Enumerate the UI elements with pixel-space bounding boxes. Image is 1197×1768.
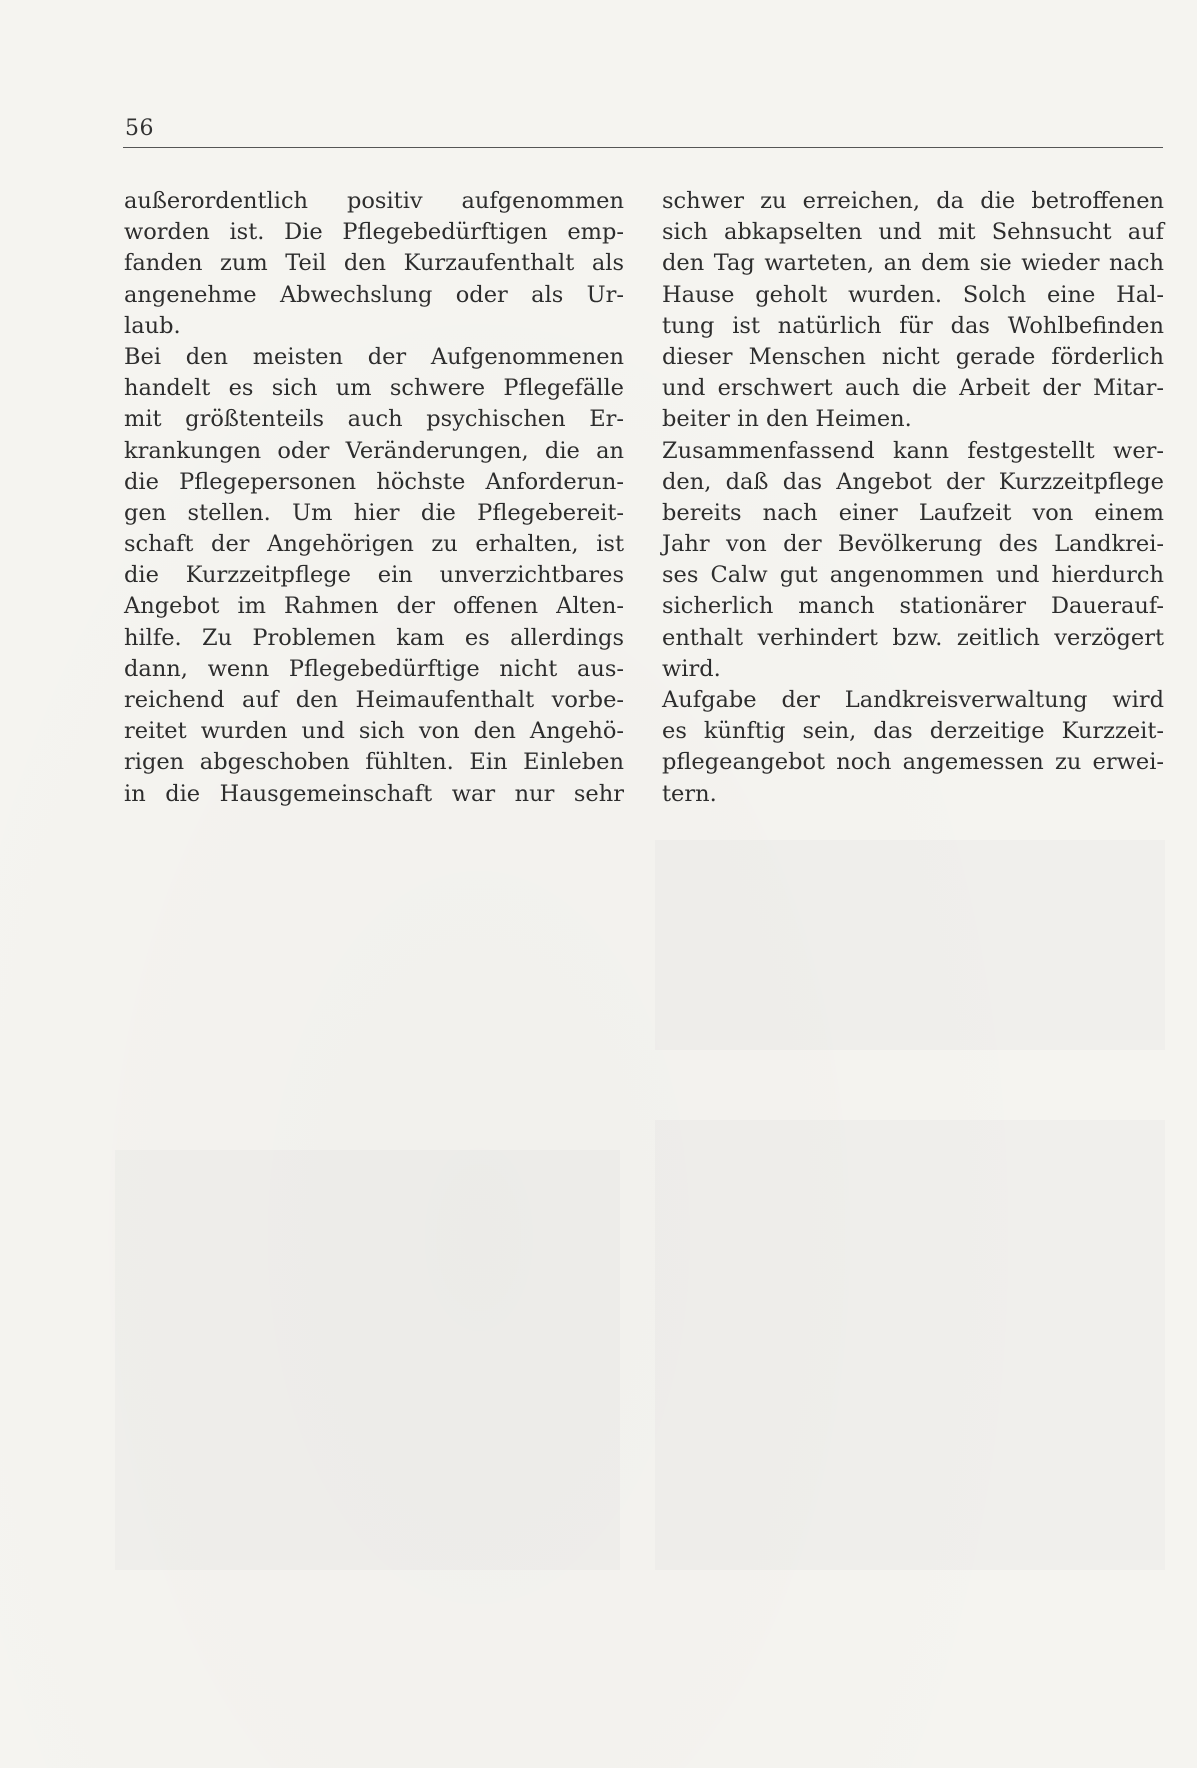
text-line: beiter in den Heimen. [662, 406, 912, 433]
text-line: pflegeangebot noch angemessen zu erwei- [662, 749, 1164, 776]
text-line: außerordentlich positiv aufgenommen [124, 188, 624, 214]
text-line: die Kurzzeitpflege ein unverzichtbares [124, 562, 624, 589]
text-line: die Pflegepersonen höchste Anforderun- [124, 468, 624, 495]
page-number: 56 [125, 116, 154, 141]
text-line: wird. [662, 655, 721, 682]
right-column [662, 186, 1164, 810]
text-line: rigen abgeschoben fühlten. Ein Einleben [124, 749, 624, 776]
text-line: bereits nach einer Laufzeit von einem [662, 499, 1164, 526]
text-line: den Tag warteten, an dem sie wieder nach [662, 250, 1164, 277]
text-line: Hause geholt wurden. Solch eine Hal- [662, 281, 1164, 308]
text-line: Angebot im Rahmen der offenen Alten- [124, 593, 624, 620]
text-line: angenehme Abwechslung oder als Ur- [124, 281, 624, 308]
text-line: fanden zum Teil den Kurzaufenthalt als [124, 250, 624, 277]
show-through-right-upper [655, 840, 1165, 1050]
text-line: es künftig sein, das derzeitige Kurzzeit- [662, 718, 1164, 745]
text-line: gen stellen. Um hier die Pflegebereit- [124, 499, 624, 526]
text-line: krankungen oder Veränderungen, die an [124, 437, 624, 464]
text-line: tern. [662, 780, 717, 807]
text-line: laub. [124, 312, 181, 339]
text-line: worden ist. Die Pflegebedürftigen emp- [124, 219, 624, 246]
text-line: mit größtenteils auch psychischen Er- [124, 406, 624, 433]
text-line: und erschwert auch die Arbeit der Mitar- [662, 375, 1164, 402]
header-rule [123, 147, 1163, 148]
text-line: sicherlich manch stationärer Dauerauf- [662, 593, 1164, 620]
text-line: Bei den meisten der Aufgenommenen [124, 343, 624, 370]
text-line: den, daß das Angebot der Kurzzeitpflege [662, 468, 1164, 495]
text-line: Aufgabe der Landkreisverwaltung wird [662, 687, 1164, 713]
text-line: sich abkapselten und mit Sehnsucht auf [662, 219, 1164, 246]
text-line: dieser Menschen nicht gerade förderlich [662, 343, 1164, 370]
show-through-left [115, 1150, 620, 1570]
show-through-right [655, 1120, 1165, 1570]
text-line: schwer zu erreichen, da die betroffenen [662, 188, 1164, 214]
text-line: reichend auf den Heimaufenthalt vorbe- [124, 687, 624, 713]
text-line: handelt es sich um schwere Pflegefälle [124, 375, 624, 402]
text-line: tung ist natürlich für das Wohlbefinden [662, 312, 1164, 339]
text-line: Jahr von der Bevölkerung des Landkrei- [662, 531, 1164, 558]
left-column [124, 186, 624, 810]
text-line: schaft der Angehörigen zu erhalten, ist [124, 531, 624, 558]
text-line: reitet wurden und sich von den Angehö- [124, 718, 624, 745]
text-line: dann, wenn Pflegebedürftige nicht aus- [124, 655, 624, 682]
text-line: enthalt verhindert bzw. zeitlich verzögert [662, 624, 1164, 651]
text-line: hilfe. Zu Problemen kam es allerdings [124, 624, 624, 651]
text-line: ses Calw gut angenommen und hierdurch [662, 562, 1164, 589]
text-line: in die Hausgemeinschaft war nur sehr [124, 780, 624, 807]
text-line: Zusammenfassend kann festgestellt wer- [662, 437, 1164, 464]
